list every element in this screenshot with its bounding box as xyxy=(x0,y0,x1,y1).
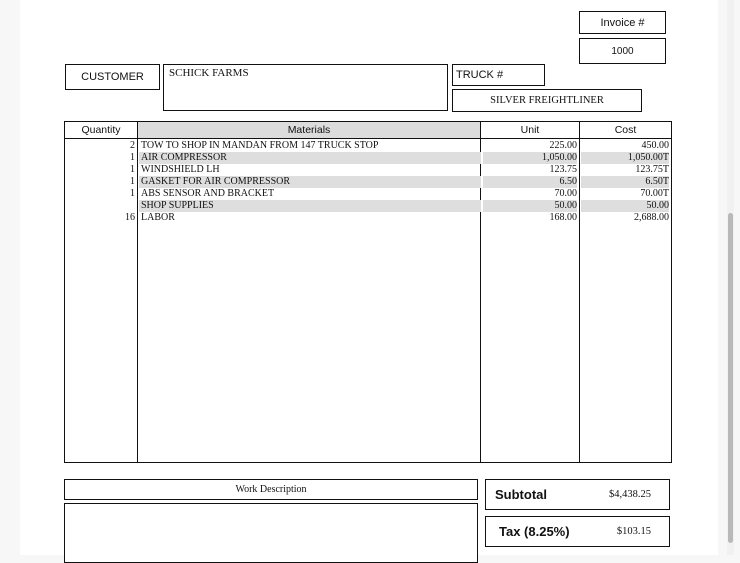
invoice-number-label: Invoice # xyxy=(579,11,666,34)
row-quantity: 2 xyxy=(130,140,135,151)
row-material: LABOR xyxy=(141,212,175,223)
tax-label: Tax (8.25%) xyxy=(499,524,570,539)
table-row xyxy=(65,212,671,224)
table-row xyxy=(65,200,671,212)
row-material: WINDSHIELD LH xyxy=(141,164,220,175)
row-material: AIR COMPRESSOR xyxy=(139,152,481,164)
row-quantity: 1 xyxy=(130,164,135,175)
row-unit: 6.50 xyxy=(483,176,577,188)
scrollbar-thumb[interactable] xyxy=(728,213,733,543)
table-row xyxy=(65,188,671,200)
row-unit: 70.00 xyxy=(554,188,577,199)
header-cost: Cost xyxy=(614,124,637,136)
row-quantity: 1 xyxy=(130,176,135,187)
header-quantity: Quantity xyxy=(81,124,121,136)
customer-name: SCHICK FARMS xyxy=(163,64,448,111)
row-quantity: 1 xyxy=(130,188,135,199)
row-material: SHOP SUPPLIES xyxy=(139,200,481,212)
row-material: ABS SENSOR AND BRACKET xyxy=(141,188,275,199)
row-material: TOW TO SHOP IN MANDAN FROM 147 TRUCK STOP xyxy=(141,140,379,151)
line-items-table xyxy=(64,121,672,463)
invoice-number-value: 1000 xyxy=(579,38,666,64)
row-cost: 1,050.00T xyxy=(581,152,669,164)
row-cost: 123.75T xyxy=(635,164,669,175)
header-materials: Materials xyxy=(138,122,480,138)
row-cost: 450.00 xyxy=(641,140,669,151)
table-row xyxy=(65,164,671,176)
tax-box xyxy=(485,516,670,547)
subtotal-box xyxy=(485,479,670,510)
row-quantity: 16 xyxy=(125,212,135,223)
row-unit: 168.00 xyxy=(549,212,577,223)
customer-label: CUSTOMER xyxy=(65,64,160,90)
row-unit: 225.00 xyxy=(549,140,577,151)
truck-value: SILVER FREIGHTLINER xyxy=(452,89,642,112)
row-cost: 70.00T xyxy=(640,188,669,199)
row-unit: 1,050.00 xyxy=(483,152,577,164)
row-cost: 2,688.00 xyxy=(634,212,669,223)
row-cost: 50.00 xyxy=(581,200,669,212)
subtotal-value: $4,438.25 xyxy=(609,489,651,500)
table-row xyxy=(65,152,671,164)
table-row xyxy=(65,140,671,152)
work-description-box xyxy=(64,503,478,563)
table-row xyxy=(65,176,671,188)
truck-label: TRUCK # xyxy=(452,64,545,86)
work-description-label: Work Description xyxy=(64,479,478,500)
row-quantity: 1 xyxy=(130,152,135,163)
subtotal-label: Subtotal xyxy=(495,487,547,502)
table-header xyxy=(65,122,671,139)
row-material: GASKET FOR AIR COMPRESSOR xyxy=(139,176,481,188)
row-unit: 123.75 xyxy=(549,164,577,175)
row-cost: 6.50T xyxy=(581,176,669,188)
row-unit: 50.00 xyxy=(483,200,577,212)
header-unit: Unit xyxy=(520,124,540,136)
tax-value: $103.15 xyxy=(616,526,651,537)
